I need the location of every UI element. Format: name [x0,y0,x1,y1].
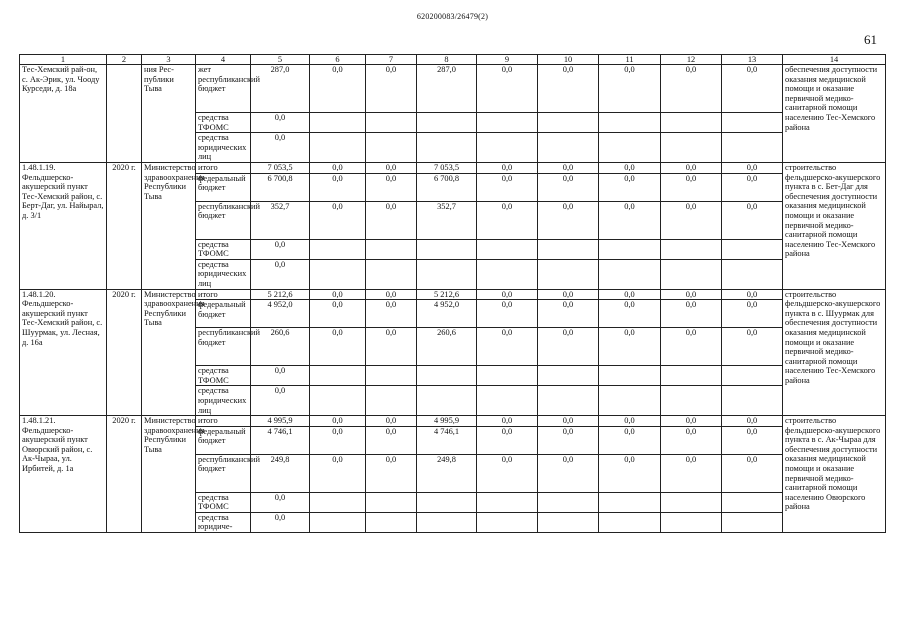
value-cell: 4 995,9 [417,416,477,427]
value-cell: 0,0 [477,162,538,173]
value-cell [538,492,599,512]
value-cell: 0,0 [599,65,661,113]
value-cell [366,386,417,416]
source-label-cell: средства ТФОМС [196,366,251,386]
column-header-13: 13 [722,55,783,65]
column-header-7: 7 [366,55,417,65]
value-cell [417,492,477,512]
value-cell: 0,0 [251,259,310,289]
value-cell: 0,0 [477,65,538,113]
value-cell: 0,0 [310,328,366,366]
value-cell: 0,0 [722,162,783,173]
value-cell: 0,0 [599,289,661,300]
value-cell: 5 212,6 [417,289,477,300]
source-label-cell: средства юридических лиц [196,386,251,416]
value-cell [538,133,599,163]
value-cell [417,366,477,386]
value-cell [661,512,722,532]
value-cell [722,386,783,416]
value-cell: 0,0 [251,113,310,133]
value-cell [661,386,722,416]
value-cell: 0,0 [599,416,661,427]
value-cell: 0,0 [477,289,538,300]
value-cell [366,492,417,512]
value-cell [661,113,722,133]
year-cell: 2020 г. [107,289,142,416]
value-cell: 0,0 [251,239,310,259]
value-cell [477,133,538,163]
value-cell: 0,0 [366,173,417,201]
source-label-cell: федеральный бюджет [196,300,251,328]
value-cell [310,133,366,163]
value-cell: 0,0 [310,416,366,427]
value-cell [599,366,661,386]
value-cell: 0,0 [477,300,538,328]
value-cell: 0,0 [477,173,538,201]
value-cell: 287,0 [417,65,477,113]
value-cell: 0,0 [722,173,783,201]
column-header-11: 11 [599,55,661,65]
value-cell [310,366,366,386]
value-cell: 0,0 [538,65,599,113]
value-cell: 0,0 [477,201,538,239]
value-cell [722,366,783,386]
source-label-cell: средства ТФОМС [196,113,251,133]
object-name-cell: Тес-Хемский рай-он, с. Ак-Эрик, ул. Чооду Курседи, д. 18а [20,65,107,163]
value-cell [366,366,417,386]
budget-table [19,54,886,533]
value-cell: 0,0 [251,512,310,532]
value-cell: 7 053,5 [417,162,477,173]
value-cell: 0,0 [722,454,783,492]
value-cell: 0,0 [477,454,538,492]
column-header-10: 10 [538,55,599,65]
column-header-2: 2 [107,55,142,65]
value-cell [477,239,538,259]
value-cell [477,366,538,386]
value-cell: 0,0 [722,300,783,328]
value-cell: 0,0 [310,300,366,328]
value-cell: 0,0 [599,454,661,492]
value-cell: 0,0 [538,328,599,366]
value-cell: 7 053,5 [251,162,310,173]
column-header-8: 8 [417,55,477,65]
value-cell: 0,0 [538,416,599,427]
value-cell: 0,0 [722,328,783,366]
value-cell [477,259,538,289]
value-cell: 0,0 [366,426,417,454]
value-cell: 352,7 [417,201,477,239]
table-row [20,416,886,427]
column-header-12: 12 [661,55,722,65]
value-cell: 0,0 [661,201,722,239]
purpose-cell: строительство фельдшерско-акушерского пункта в с. Бет-Даг для обеспечения доступности оказания медицинской помощи и оказание первичной медико-санитарной помощи населению Тес-Хемского района [783,162,886,289]
value-cell: 0,0 [477,426,538,454]
value-cell: 0,0 [599,328,661,366]
value-cell: 0,0 [366,65,417,113]
value-cell: 260,6 [251,328,310,366]
value-cell [477,512,538,532]
value-cell: 0,0 [661,173,722,201]
value-cell [661,492,722,512]
object-name-cell: 1.48.1.21. Фельдшерско-акушерский пункт Овюрский район, с. Ак-Чыраа, ул. Ирбитей, д. 1а [20,416,107,533]
source-label-cell: средства юридических лиц [196,259,251,289]
value-cell [310,259,366,289]
source-label-cell: средства ТФОМС [196,492,251,512]
source-label-cell: средства юридиче- [196,512,251,532]
table-row [20,289,886,300]
source-label-cell: республиканский бюджет [196,454,251,492]
value-cell: 0,0 [251,492,310,512]
value-cell [661,239,722,259]
page-number: 61 [864,32,877,47]
source-label-cell: жет республиканский бюджет [196,65,251,113]
value-cell: 0,0 [538,454,599,492]
value-cell: 0,0 [366,289,417,300]
value-cell [417,239,477,259]
value-cell: 0,0 [366,162,417,173]
value-cell [538,366,599,386]
value-cell [538,386,599,416]
value-cell: 0,0 [477,328,538,366]
value-cell [417,386,477,416]
value-cell: 4 952,0 [417,300,477,328]
value-cell: 0,0 [366,416,417,427]
value-cell [599,512,661,532]
value-cell: 0,0 [251,133,310,163]
value-cell: 0,0 [661,416,722,427]
column-header-5: 5 [251,55,310,65]
value-cell [310,386,366,416]
value-cell: 0,0 [366,454,417,492]
value-cell: 6 700,8 [251,173,310,201]
value-cell: 0,0 [251,366,310,386]
source-label-cell: средства ТФОМС [196,239,251,259]
value-cell [599,492,661,512]
value-cell [366,133,417,163]
column-header-3: 3 [142,55,196,65]
value-cell: 0,0 [661,454,722,492]
value-cell: 0,0 [538,173,599,201]
value-cell [661,133,722,163]
year-cell: 2020 г. [107,416,142,533]
value-cell [599,239,661,259]
value-cell [599,386,661,416]
value-cell: 4 995,9 [251,416,310,427]
value-cell: 0,0 [310,65,366,113]
value-cell: 0,0 [599,162,661,173]
value-cell: 0,0 [599,300,661,328]
column-header-4: 4 [196,55,251,65]
value-cell [722,239,783,259]
purpose-cell: обеспечения доступности оказания медицинской помощи и оказание первичной медико-санитарной помощи населению Тес-Хемского района [783,65,886,163]
value-cell: 0,0 [661,328,722,366]
year-cell [107,65,142,163]
value-cell: 0,0 [310,454,366,492]
value-cell [538,113,599,133]
value-cell [310,239,366,259]
value-cell: 0,0 [599,426,661,454]
value-cell: 352,7 [251,201,310,239]
column-header-1: 1 [20,55,107,65]
purpose-cell: строительство фельдшерско-акушерского пункта в с. Ак-Чыраа для обеспечения доступности оказания медицинской помощи и оказание первичной медико-санитарной помощи населению Овюрского района [783,416,886,533]
value-cell [477,492,538,512]
value-cell: 0,0 [661,162,722,173]
value-cell [599,133,661,163]
value-cell: 0,0 [599,173,661,201]
executor-cell: Министерство здравоохранения Республики Тыва [142,289,196,416]
value-cell: 0,0 [538,426,599,454]
value-cell: 0,0 [251,386,310,416]
value-cell [366,512,417,532]
object-name-cell: 1.48.1.19. Фельдшерско-акушерский пункт Тес-Хемский район, с. Берт-Даг, ул. Найырал, д. 3/1 [20,162,107,289]
value-cell: 249,8 [417,454,477,492]
value-cell: 0,0 [310,201,366,239]
purpose-cell: строительство фельдшерско-акушерского пункта в с. Шуурмак для обеспечения доступности оказания медицинской помощи и оказание первичной медико-санитарной помощи населению Тес-Хемского района [783,289,886,416]
value-cell [477,386,538,416]
value-cell: 0,0 [310,426,366,454]
table-row [20,162,886,173]
value-cell: 0,0 [366,300,417,328]
source-label-cell: средства юридических лиц [196,133,251,163]
value-cell: 0,0 [661,426,722,454]
value-cell [722,492,783,512]
value-cell: 0,0 [538,289,599,300]
value-cell: 0,0 [310,162,366,173]
column-header-14: 14 [783,55,886,65]
value-cell [310,113,366,133]
value-cell: 0,0 [538,162,599,173]
value-cell: 0,0 [310,289,366,300]
value-cell [661,259,722,289]
value-cell [417,512,477,532]
value-cell: 0,0 [722,289,783,300]
value-cell: 0,0 [599,201,661,239]
source-label-cell: федеральный бюджет [196,173,251,201]
value-cell [477,113,538,133]
value-cell: 0,0 [661,65,722,113]
value-cell: 5 212,6 [251,289,310,300]
value-cell [661,366,722,386]
source-label-cell: федеральный бюджет [196,426,251,454]
object-name-cell: 1.48.1.20. Фельдшерско-акушерский пункт Тес-Хемский район, с. Шуурмак, ул. Лесная, д. 16а [20,289,107,416]
table-row [20,65,886,113]
value-cell [722,133,783,163]
executor-cell: Министерство здравоохранения Республики Тыва [142,162,196,289]
value-cell [310,492,366,512]
executor-cell: Министерство здравоохранения Республики Тыва [142,416,196,533]
year-cell: 2020 г. [107,162,142,289]
value-cell: 0,0 [722,416,783,427]
value-cell: 4 746,1 [417,426,477,454]
column-header-6: 6 [310,55,366,65]
value-cell: 0,0 [722,201,783,239]
value-cell [538,239,599,259]
value-cell: 260,6 [417,328,477,366]
column-header-9: 9 [477,55,538,65]
value-cell [366,113,417,133]
value-cell: 0,0 [310,173,366,201]
source-label-cell: итого [196,416,251,427]
value-cell: 0,0 [538,201,599,239]
value-cell: 0,0 [366,328,417,366]
document-id: 620200083/26479(2) [416,12,489,21]
value-cell [366,239,417,259]
value-cell: 6 700,8 [417,173,477,201]
value-cell: 0,0 [722,426,783,454]
value-cell [417,113,477,133]
source-label-cell: республиканский бюджет [196,328,251,366]
value-cell [599,259,661,289]
value-cell: 0,0 [538,300,599,328]
value-cell: 0,0 [366,201,417,239]
value-cell: 0,0 [661,300,722,328]
value-cell [722,113,783,133]
source-label-cell: итого [196,162,251,173]
value-cell: 4 952,0 [251,300,310,328]
value-cell [722,259,783,289]
value-cell [599,113,661,133]
value-cell [366,259,417,289]
source-label-cell: республиканский бюджет [196,201,251,239]
value-cell [417,133,477,163]
source-label-cell: итого [196,289,251,300]
value-cell: 4 746,1 [251,426,310,454]
value-cell [538,259,599,289]
value-cell [538,512,599,532]
value-cell: 0,0 [477,416,538,427]
value-cell: 287,0 [251,65,310,113]
executor-cell: ния Рес-публики Тыва [142,65,196,163]
value-cell [417,259,477,289]
value-cell: 0,0 [722,65,783,113]
value-cell [722,512,783,532]
value-cell: 249,8 [251,454,310,492]
value-cell [310,512,366,532]
header-row [20,55,886,65]
value-cell: 0,0 [661,289,722,300]
